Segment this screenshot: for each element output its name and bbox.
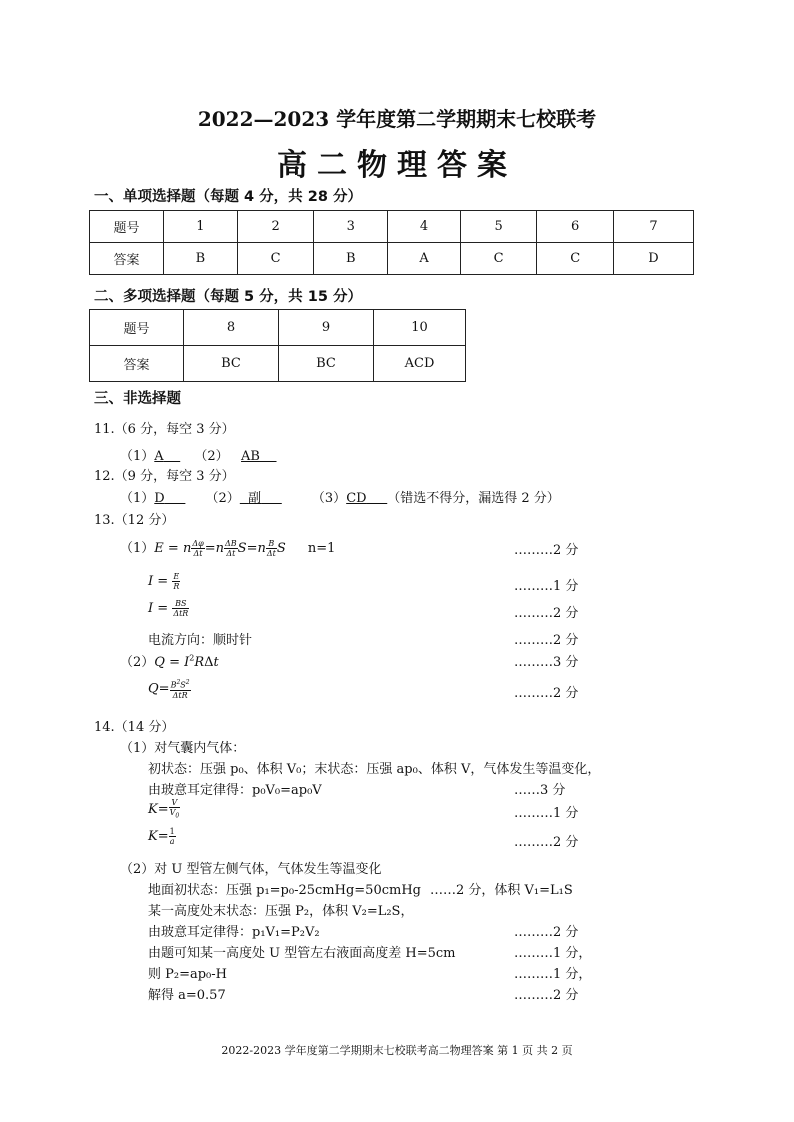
q14-heading: 14.（14 分）	[94, 720, 175, 735]
table-cell: D	[613, 243, 693, 275]
table-cell: B	[164, 243, 238, 275]
q14-part2-then: 则 P₂=ap₀-H	[148, 967, 227, 982]
row-label: 题号	[90, 310, 184, 346]
score: ………1 分	[514, 579, 579, 594]
score: ………2 分	[514, 543, 579, 558]
table-cell: C	[460, 243, 537, 275]
q13-eq1: （1）E = n $\frac{\Delta\varphi}{\Delta t}$ =n $\frac{\Delta B}{\Delta t}$ S=n $\frac{B}{\Delta t}$ S n=1	[120, 539, 336, 558]
table-cell: 1	[164, 211, 238, 243]
score: ……2 分，体积 V₁=L₁S	[430, 883, 573, 898]
q12-answer-2: 副	[248, 491, 262, 506]
table-row	[90, 346, 466, 382]
table-row	[90, 310, 466, 346]
single-choice-table	[89, 210, 694, 275]
q13-heading: 13.（12 分）	[94, 513, 175, 528]
q14-part2-title: （2）对 U 型管左侧气体，气体发生等温变化	[120, 862, 382, 877]
section2-heading: 二、多项选择题（每题 5 分，共 15 分）	[94, 289, 362, 305]
q12-answers: （1）D （2） 副 （3）CD （错选不得分，漏选得 2 分）	[120, 491, 560, 506]
row-label: 题号	[90, 211, 164, 243]
page-footer: 2022-2023 学年度第二学期期末七校联考高二物理答案 第 1 页 共 2 页	[221, 1044, 573, 1057]
table-cell: 3	[314, 211, 388, 243]
q12-answer-1: D	[154, 491, 165, 506]
table-cell: B	[314, 243, 388, 275]
q14-part2-result: 解得 a=0.57	[148, 988, 226, 1003]
section1-heading: 一、单项选择题（每题 4 分，共 28 分）	[94, 189, 362, 205]
table-cell: 8	[184, 310, 279, 346]
section3-heading: 三、非选择题	[94, 391, 181, 407]
q11-heading: 11.（6 分，每空 3 分）	[94, 422, 235, 437]
table-row	[90, 211, 694, 243]
q14-eq-k1: K= $\frac{V}{V_0}$	[148, 798, 180, 820]
score: ………1 分，	[514, 946, 592, 961]
table-row	[90, 243, 694, 275]
q14-part2-initial: 地面初状态：压强 p₁=p₀-25cmHg=50cmHg	[148, 883, 421, 898]
score: ………2 分	[514, 988, 579, 1003]
q14-part1-state: 初状态：压强 p₀、体积 V₀；末状态：压强 ap₀、体积 V，气体发生等温变化，	[148, 762, 601, 777]
row-label: 答案	[90, 346, 184, 382]
q14-part2-final: 某一高度处末状态：压强 P₂，体积 V₂=L₂S，	[148, 904, 414, 919]
table-cell: 9	[279, 310, 374, 346]
table-cell: 6	[537, 211, 614, 243]
q13-current-direction: 电流方向：顺时针	[148, 633, 253, 648]
score: ………2 分	[514, 686, 579, 701]
q14-part2-height: 由题可知某一高度处 U 型管左右液面高度差 H=5cm	[148, 946, 456, 961]
table-cell: BC	[279, 346, 374, 382]
q14-part1-title: （1）对气囊内气体：	[120, 741, 246, 756]
table-cell: BC	[184, 346, 279, 382]
q12-note: （错选不得分，漏选得 2 分）	[387, 491, 560, 506]
row-label: 答案	[90, 243, 164, 275]
table-cell: C	[237, 243, 314, 275]
page-subtitle: 高二物理答案	[277, 148, 517, 183]
q13-eq3: I = $\frac{BS}{\text{ΔtR}}$	[148, 599, 189, 618]
score: ………2 分	[514, 633, 579, 648]
q12-heading: 12.（9 分，每空 3 分）	[94, 469, 235, 484]
q13-eq4: $(2)Q = I^2R\Delta t$	[120, 653, 219, 670]
score: ………3 分	[514, 655, 579, 670]
q14-part2-law: 由玻意耳定律得：p₁V₁=P₂V₂	[148, 925, 320, 940]
q12-answer-3: CD	[346, 491, 367, 506]
table-cell: A	[388, 243, 461, 275]
table-cell: 10	[374, 310, 466, 346]
q11-answers: （1）A （2） AB	[120, 445, 277, 464]
q13-n: n=1	[307, 541, 336, 556]
table-cell: 4	[388, 211, 461, 243]
score: ………1 分	[514, 806, 579, 821]
score: ………2 分	[514, 925, 579, 940]
score: ………2 分	[514, 835, 579, 850]
table-cell: 2	[237, 211, 314, 243]
table-cell: C	[537, 243, 614, 275]
page-title: 2022—2023 学年度第二学期期末七校联考	[197, 107, 597, 131]
q11-answer-1: A	[154, 449, 164, 464]
q13-eq2: I = $\frac{E}{R}$	[148, 572, 180, 591]
q14-part1-law: 由玻意耳定律得：p₀V₀=ap₀V	[148, 783, 322, 798]
table-cell: 5	[460, 211, 537, 243]
score: ………1 分，	[514, 967, 592, 982]
multiple-choice-table	[89, 309, 466, 382]
table-cell: 7	[613, 211, 693, 243]
q13-eq5: Q= $\frac{B^2S^2}{\text{ΔtR}}$	[148, 679, 190, 700]
q11-answer-2: AB	[241, 449, 260, 464]
score: ……3 分	[514, 783, 566, 798]
score: ………2 分	[514, 606, 579, 621]
table-cell: ACD	[374, 346, 466, 382]
q14-eq-k2: K= $\frac{1}{a}$	[148, 827, 175, 846]
